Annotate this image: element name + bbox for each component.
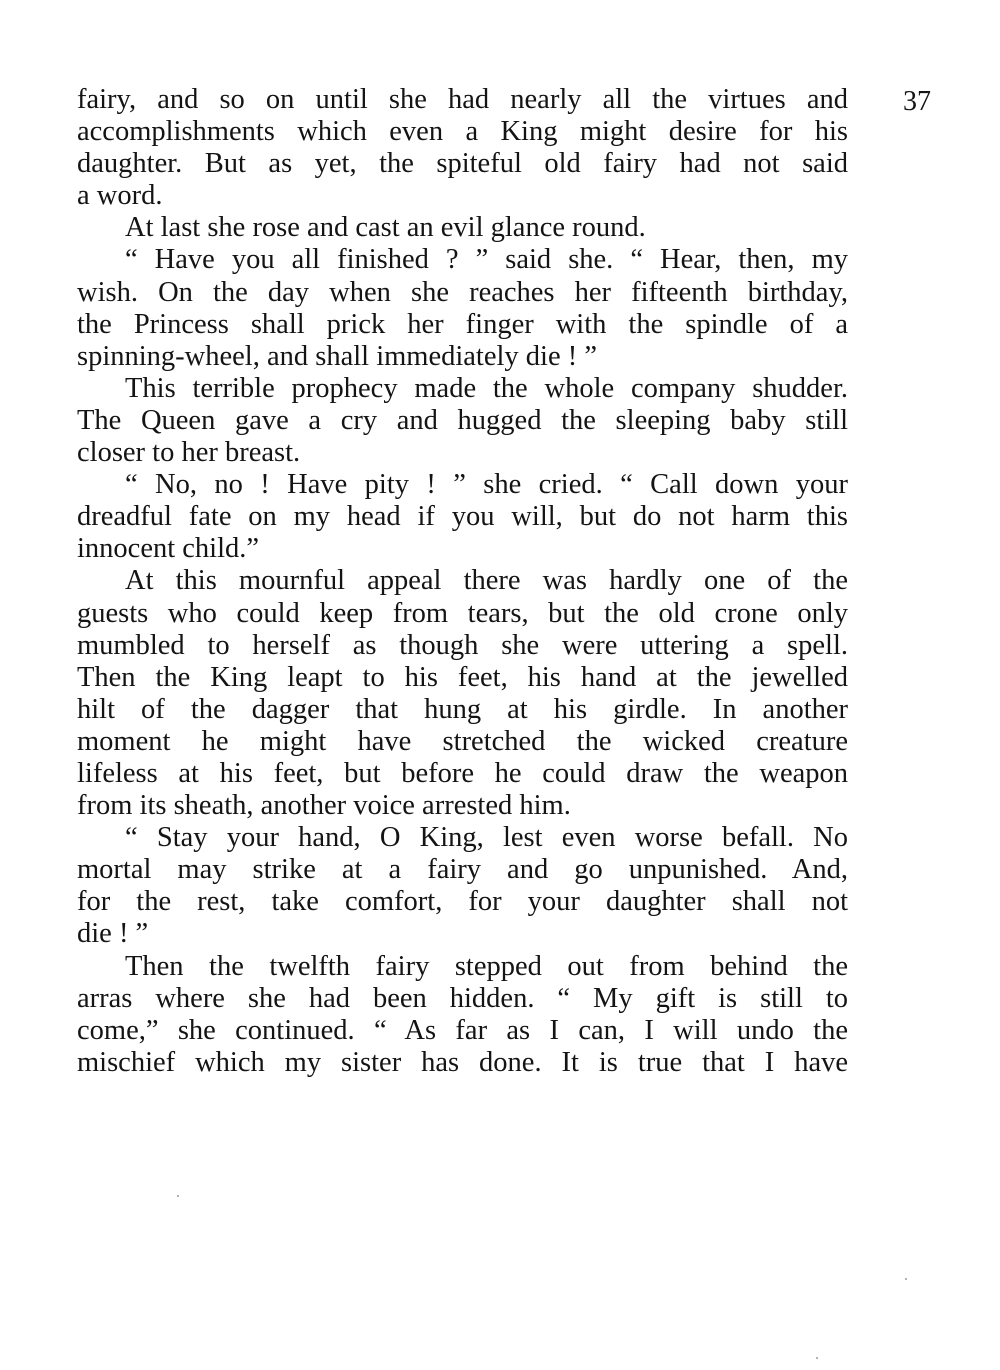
- text-line: die ! ”: [77, 918, 149, 950]
- text-line: mischief which my sister has done. It is true that I have: [77, 1046, 848, 1078]
- body-text: [77, 84, 848, 1079]
- text-line: dreadful fate on my head if you will, but do not harm this: [77, 501, 848, 533]
- text-line: hilt of the dagger that hung at his girdle. In another: [77, 693, 848, 725]
- text-line: a word.: [77, 180, 163, 212]
- text-line: At last she rose and cast an evil glance round.: [125, 212, 646, 244]
- text-line: Then the King leapt to his feet, his hand at the jewelled: [77, 661, 848, 693]
- text-line: At this mournful appeal there was hardly one of the: [125, 565, 848, 597]
- text-line: from its sheath, another voice arrested him.: [77, 790, 571, 822]
- text-line: mumbled to herself as though she were uttering a spell.: [77, 629, 848, 661]
- text-line: lifeless at his feet, but before he could draw the weapon: [77, 757, 848, 789]
- scan-speck: [177, 1195, 179, 1197]
- text-line: moment he might have stretched the wicked creature: [77, 725, 848, 757]
- scan-speck: [905, 1278, 907, 1280]
- page-number: 37: [903, 86, 931, 117]
- text-line: wish. On the day when she reaches her fifteenth birthday,: [77, 276, 848, 308]
- text-line: fairy, and so on until she had nearly all the virtues and: [77, 84, 848, 115]
- text-line: guests who could keep from tears, but the old crone only: [77, 597, 848, 629]
- text-line: arras where she had been hidden. “ My gift is still to: [77, 982, 848, 1014]
- text-line: spinning-wheel, and shall immediately die ! ”: [77, 340, 597, 372]
- text-line: for the rest, take comfort, for your daughter shall not: [77, 886, 848, 918]
- text-line: “ No, no ! Have pity ! ” she cried. “ Call down your: [125, 469, 848, 501]
- text-line: come,” she continued. “ As far as I can, I will undo the: [77, 1014, 848, 1046]
- text-line: The Queen gave a cry and hugged the sleeping baby still: [77, 404, 848, 436]
- text-line: daughter. But as yet, the spiteful old fairy had not said: [77, 148, 848, 180]
- text-line: accomplishments which even a King might desire for his: [77, 116, 848, 148]
- text-line: Then the twelfth fairy stepped out from behind the: [125, 950, 848, 982]
- scan-speck: [816, 1357, 818, 1359]
- text-line: the Princess shall prick her finger with the spindle of a: [77, 308, 848, 340]
- text-line: This terrible prophecy made the whole company shudder.: [125, 372, 848, 404]
- text-line: innocent child.”: [77, 533, 260, 565]
- text-line: “ Stay your hand, O King, lest even worse befall. No: [125, 822, 848, 854]
- text-line: closer to her breast.: [77, 437, 301, 469]
- text-line: “ Have you all finished ? ” said she. “ Hear, then, my: [125, 244, 848, 276]
- text-line: mortal may strike at a fairy and go unpunished. And,: [77, 854, 848, 886]
